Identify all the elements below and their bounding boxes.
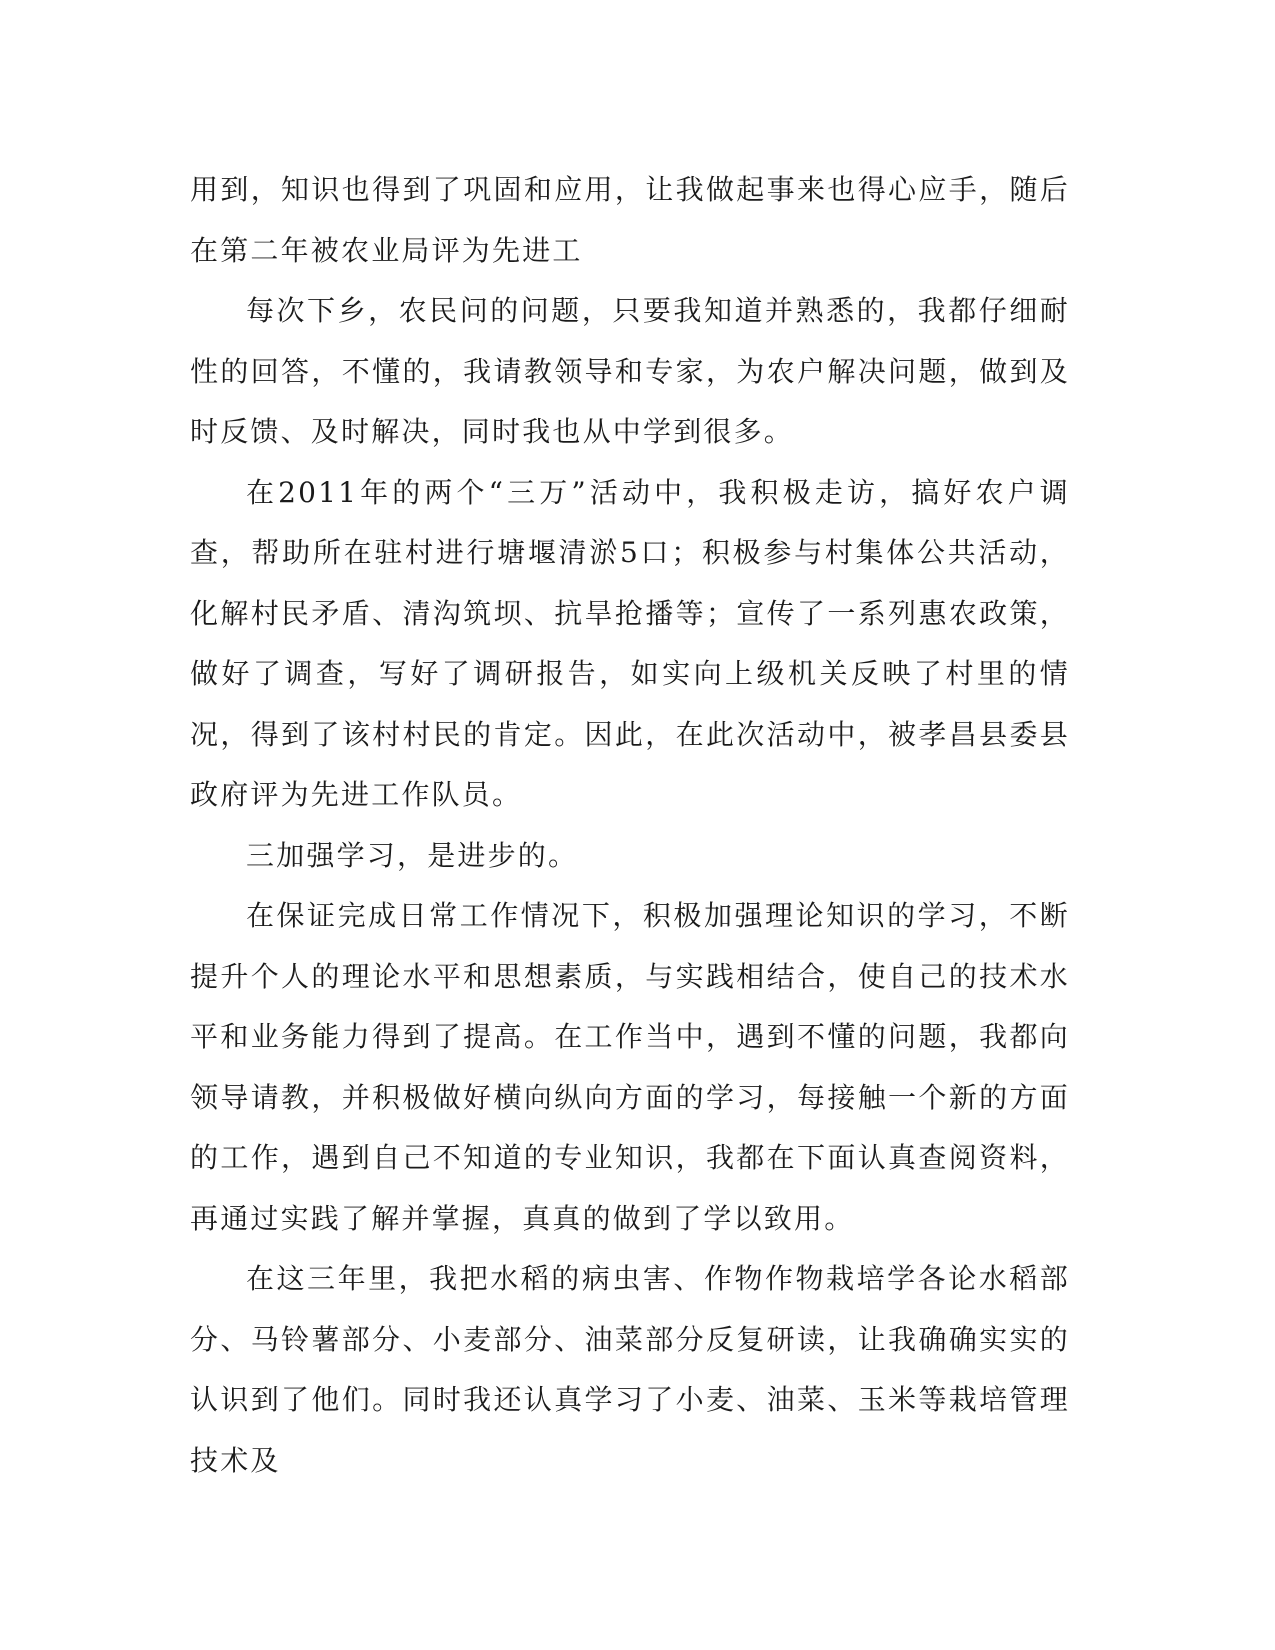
paragraph-2: 每次下乡，农民问的问题，只要我知道并熟悉的，我都仔细耐性的回答，不懂的，我请教领导和专家，为农户解决问题，做到及时反馈、及时解决，同时我也从中学到很多。 xyxy=(190,294,1070,448)
paragraph-5: 在保证完成日常工作情况下，积极加强理论知识的学习，不断提升个人的理论水平和思想素质，与实践相结合，使自己的技术水平和业务能力得到了提高。在工作当中，遇到不懂的问题，我都向领导请教，并积极做好横向纵向方面的学习，每接触一个新的方面的工作，遇到自己不知道的专业知识，我都在下面认真查阅资料，再通过实践了解并掌握，真真的做到了学以致用。 xyxy=(190,899,1070,1235)
document-body xyxy=(190,160,1070,1491)
paragraph-1: 用到，知识也得到了巩固和应用，让我做起事来也得心应手，随后在第二年被农业局评为先进工 xyxy=(190,173,1070,267)
paragraph-6: 在这三年里，我把水稻的病虫害、作物作物栽培学各论水稻部分、马铃薯部分、小麦部分、油菜部分反复研读，让我确确实实的认识到了他们。同时我还认真学习了小麦、油菜、玉米等栽培管理技术及 xyxy=(190,1262,1070,1477)
paragraph-3: 在2011年的两个“三万”活动中，我积极走访，搞好农户调查，帮助所在驻村进行塘堰清淤5口；积极参与村集体公共活动，化解村民矛盾、清沟筑坝、抗旱抢播等；宣传了一系列惠农政策，做好了调查，写好了调研报告，如实向上级机关反映了村里的情况，得到了该村村民的肯定。因此，在此次活动中，被孝昌县委县政府评为先进工作队员。 xyxy=(190,475,1070,811)
paragraph-4-heading: 三加强学习，是进步的。 xyxy=(246,838,579,872)
